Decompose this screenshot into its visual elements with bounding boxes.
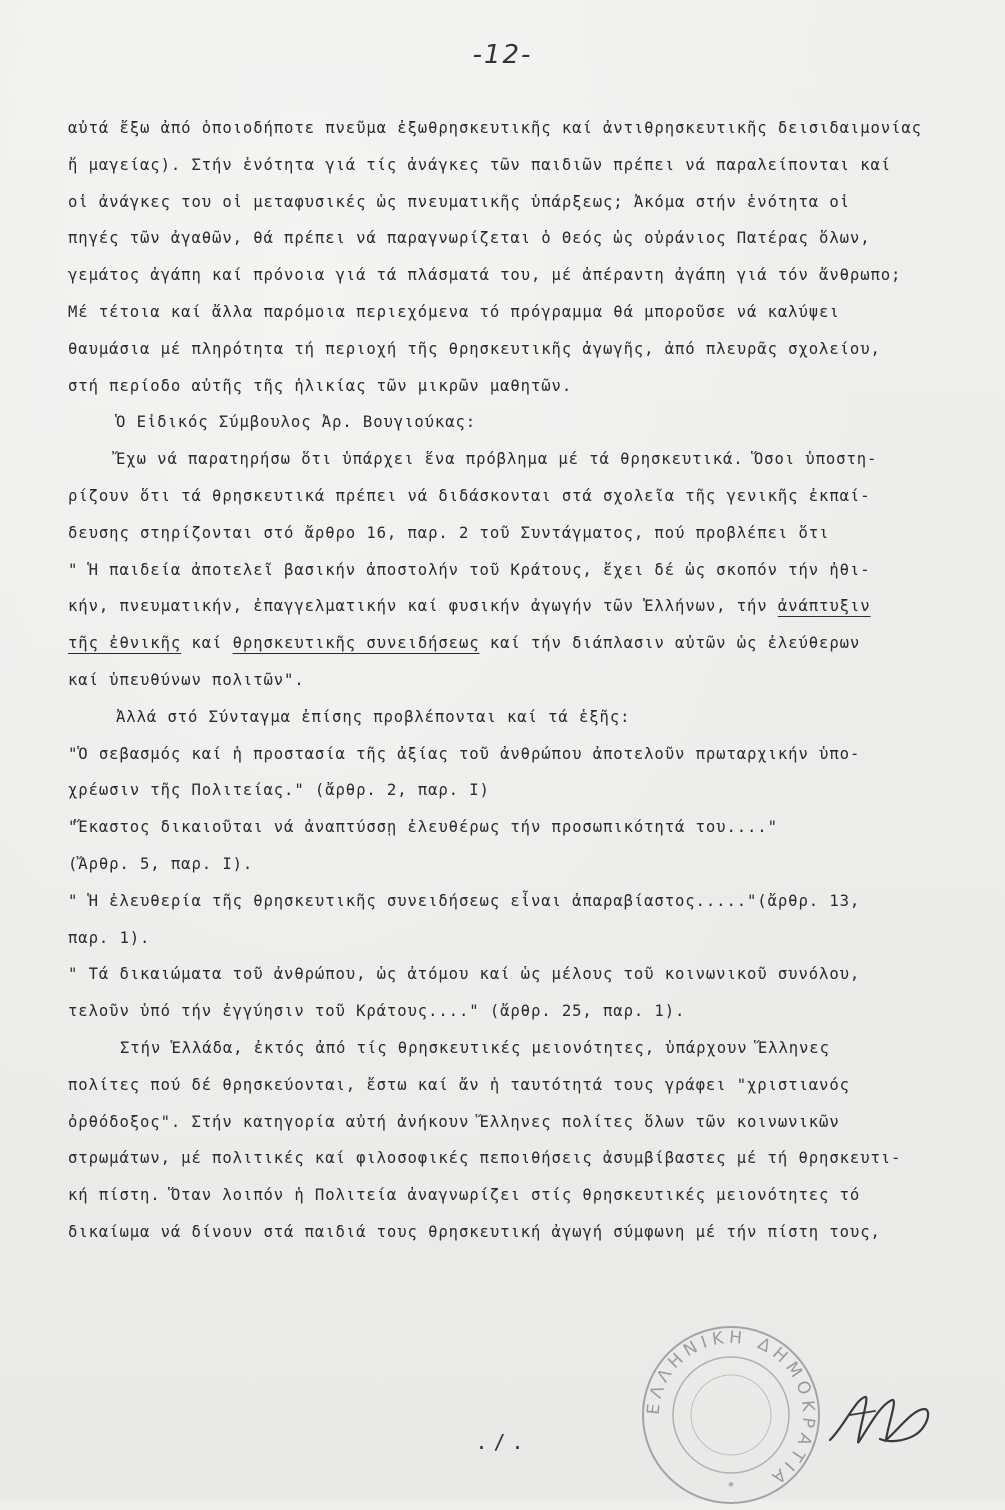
line-text: κήν, πνευματικήν, ἐπαγγελματικήν καί φυσικήν ἀγωγήν τῶν Ἑλλήνων, τήν bbox=[68, 597, 778, 616]
line-text: "Ὁ σεβασμός καί ἡ προστασία τῆς ἀξίας τοῦ ἀνθρώπου ἀποτελοῦν πρωταρχικήν ὑπο- bbox=[68, 744, 861, 763]
underlined-phrase: ἀνάπτυξιν bbox=[777, 597, 871, 616]
line-text: οἱ ἀνάγκες του οἱ μεταφυσικές ὡς πνευματικῆς ὑπάρξεως; Ἀκόμα στήν ἑνότητα οἱ bbox=[68, 192, 850, 211]
line-text: κή πίστη. Ὅταν λοιπόν ἡ Πολιτεία ἀναγνωρίζει στίς θρησκευτικές μειονότητες τό bbox=[68, 1186, 861, 1205]
text-line bbox=[68, 110, 968, 147]
line-text: Στήν Ἑλλάδα, ἐκτός ἀπό τίς θρησκευτικές μειονότητες, ὑπάρχουν Ἕλληνες bbox=[120, 1038, 830, 1057]
text-line bbox=[68, 993, 968, 1030]
page-number: -12- bbox=[472, 40, 533, 70]
text-line bbox=[68, 1177, 968, 1214]
text-line bbox=[68, 184, 968, 221]
underlined-phrase: θρησκευτικῆς συνειδήσεως bbox=[232, 634, 480, 653]
underlined-phrase: τῆς ἐθνικῆς bbox=[68, 634, 182, 653]
text-line bbox=[68, 552, 968, 589]
continuation-mark: ./. bbox=[475, 1430, 530, 1454]
line-text: ρίζουν ὅτι τά θρησκευτικά πρέπει νά διδάσκονται στά σχολεῖα τῆς γενικῆς ἐκπαί- bbox=[68, 486, 871, 505]
text-line bbox=[68, 846, 968, 883]
line-text: Ἀλλά στό Σύνταγμα ἐπίσης προβλέπονται καί τά ἑξῆς: bbox=[116, 707, 631, 726]
text-line bbox=[68, 515, 968, 552]
line-text: πολίτες πού δέ θρησκεύονται, ἔστω καί ἄν ἡ ταυτότητά τους γράφει "χριστιανός bbox=[68, 1075, 850, 1094]
line-text: δικαίωμα νά δίνουν στά παιδιά τους θρησκευτική ἀγωγή σύμφωνη μέ τήν πίστη τους, bbox=[68, 1222, 881, 1241]
line-text: ὀρθόδοξος". Στήν κατηγορία αὐτή ἀνήκουν Ἕλληνες πολίτες ὅλων τῶν κοινωνικῶν bbox=[68, 1112, 840, 1131]
svg-text:✶: ✶ bbox=[727, 1477, 735, 1491]
text-line bbox=[68, 736, 968, 773]
text-line bbox=[68, 368, 968, 405]
line-text: γεμάτος ἀγάπη καί πρόνοια γιά τά πλάσματά του, μέ ἀπέραντη ἀγάπη γιά τόν ἄνθρωπο; bbox=[68, 266, 902, 285]
line-text: πηγές τῶν ἀγαθῶν, θά πρέπει νά παραγνωρίζεται ὁ Θεός ὡς οὐράνιος Πατέρας ὅλων, bbox=[68, 229, 871, 248]
line-text: ἤ μαγείας). Στήν ἑνότητα γιά τίς ἀνάγκες τῶν παιδιῶν πρέπει νά παραλείπονται καί bbox=[68, 155, 892, 174]
line-text: αὐτά ἔξω ἀπό ὁποιοδήποτε πνεῦμα ἐξωθρησκευτικῆς καί ἀντιθρησκευτικῆς δεισιδαιμονίας bbox=[68, 119, 922, 137]
text-line bbox=[68, 331, 968, 368]
line-text: δευσης στηρίζονται στό ἄρθρο 16, παρ. 2 τοῦ Συντάγματος, πού προβλέπει ὅτι bbox=[68, 523, 830, 542]
text-line bbox=[68, 588, 968, 625]
text-line bbox=[68, 220, 968, 257]
line-text: " Ἡ ἐλευθερία τῆς θρησκευτικῆς συνειδήσεως εἶναι ἀπαραβίαστος....."(ἄρθρ. 13, bbox=[68, 891, 861, 910]
official-seal-stamp bbox=[636, 1320, 826, 1510]
text-line bbox=[68, 662, 968, 699]
line-text: καί bbox=[181, 634, 233, 653]
body-text bbox=[68, 110, 968, 1251]
line-text: στρωμάτων, μέ πολιτικές καί φιλοσοφικές πεποιθήσεις ἀσυμβίβαστες μέ τή θρησκευτι- bbox=[68, 1149, 902, 1168]
text-line bbox=[68, 625, 968, 662]
text-line bbox=[68, 920, 968, 957]
line-text: στή περίοδο αὐτῆς τῆς ἡλικίας τῶν μικρῶν μαθητῶν. bbox=[68, 376, 573, 395]
text-line bbox=[68, 699, 968, 736]
text-line bbox=[68, 478, 968, 515]
text-line bbox=[68, 956, 968, 993]
text-line bbox=[68, 257, 968, 294]
line-text: " Ἡ παιδεία ἀποτελεῖ βασικήν ἀποστολήν τοῦ Κράτους, ἔχει δέ ὡς σκοπόν τήν ἠθι- bbox=[68, 560, 871, 579]
text-line bbox=[68, 1214, 968, 1251]
line-text: Μέ τέτοια καί ἄλλα παρόμοια περιεχόμενα τό πρόγραμμα θά μποροῦσε νά καλύψει bbox=[68, 302, 840, 321]
line-text: " Τά δικαιώματα τοῦ ἀνθρώπου, ὡς ἀτόμου καί ὡς μέλους τοῦ κοινωνικοῦ συνόλου, bbox=[68, 965, 861, 984]
text-line bbox=[68, 1030, 968, 1067]
line-text: χρέωσιν τῆς Πολιτείας." (ἄρθρ. 2, παρ. Ι) bbox=[68, 781, 490, 800]
text-line bbox=[68, 809, 968, 846]
text-line bbox=[68, 294, 968, 331]
text-line bbox=[68, 1140, 968, 1177]
text-line bbox=[68, 441, 968, 478]
line-text: "Ἕκαστος δικαιοῦται νά ἀναπτύσσῃ ἐλευθέρως τήν προσωπικότητά του...." bbox=[68, 818, 778, 837]
text-line bbox=[68, 404, 968, 441]
text-line bbox=[68, 147, 968, 184]
line-text: θαυμάσια μέ πληρότητα τή περιοχή τῆς θρησκευτικῆς ἀγωγῆς, ἀπό πλευρᾶς σχολείου, bbox=[68, 339, 881, 358]
line-text: καί ὑπευθύνων πολιτῶν". bbox=[68, 670, 305, 689]
seal-ring-text: ΕΛΛΗΝΙΚΗ ΔΗΜΟΚΡΑΤΙΑ bbox=[643, 1327, 819, 1491]
text-line bbox=[68, 883, 968, 920]
text-line bbox=[68, 1104, 968, 1141]
line-text: τελοῦν ὑπό τήν ἐγγύησιν τοῦ Κράτους...." (ἄρθρ. 25, παρ. 1). bbox=[68, 1002, 686, 1021]
text-line bbox=[68, 1067, 968, 1104]
text-line bbox=[68, 772, 968, 809]
line-text: Ἔχω νά παρατηρήσω ὅτι ὑπάρχει ἕνα πρόβλημα μέ τά θρησκευτικά. Ὅσοι ὑποστη- bbox=[116, 450, 878, 469]
line-text: (Ἄρθρ. 5, παρ. Ι). bbox=[68, 854, 254, 873]
line-text: παρ. 1). bbox=[68, 928, 151, 947]
line-text: καί τήν διάπλασιν αὐτῶν ὡς ἐλεύθερων bbox=[479, 634, 861, 653]
line-text: Ὁ Εἰδικός Σύμβουλος Ἀρ. Βουγιούκας: bbox=[116, 413, 477, 432]
